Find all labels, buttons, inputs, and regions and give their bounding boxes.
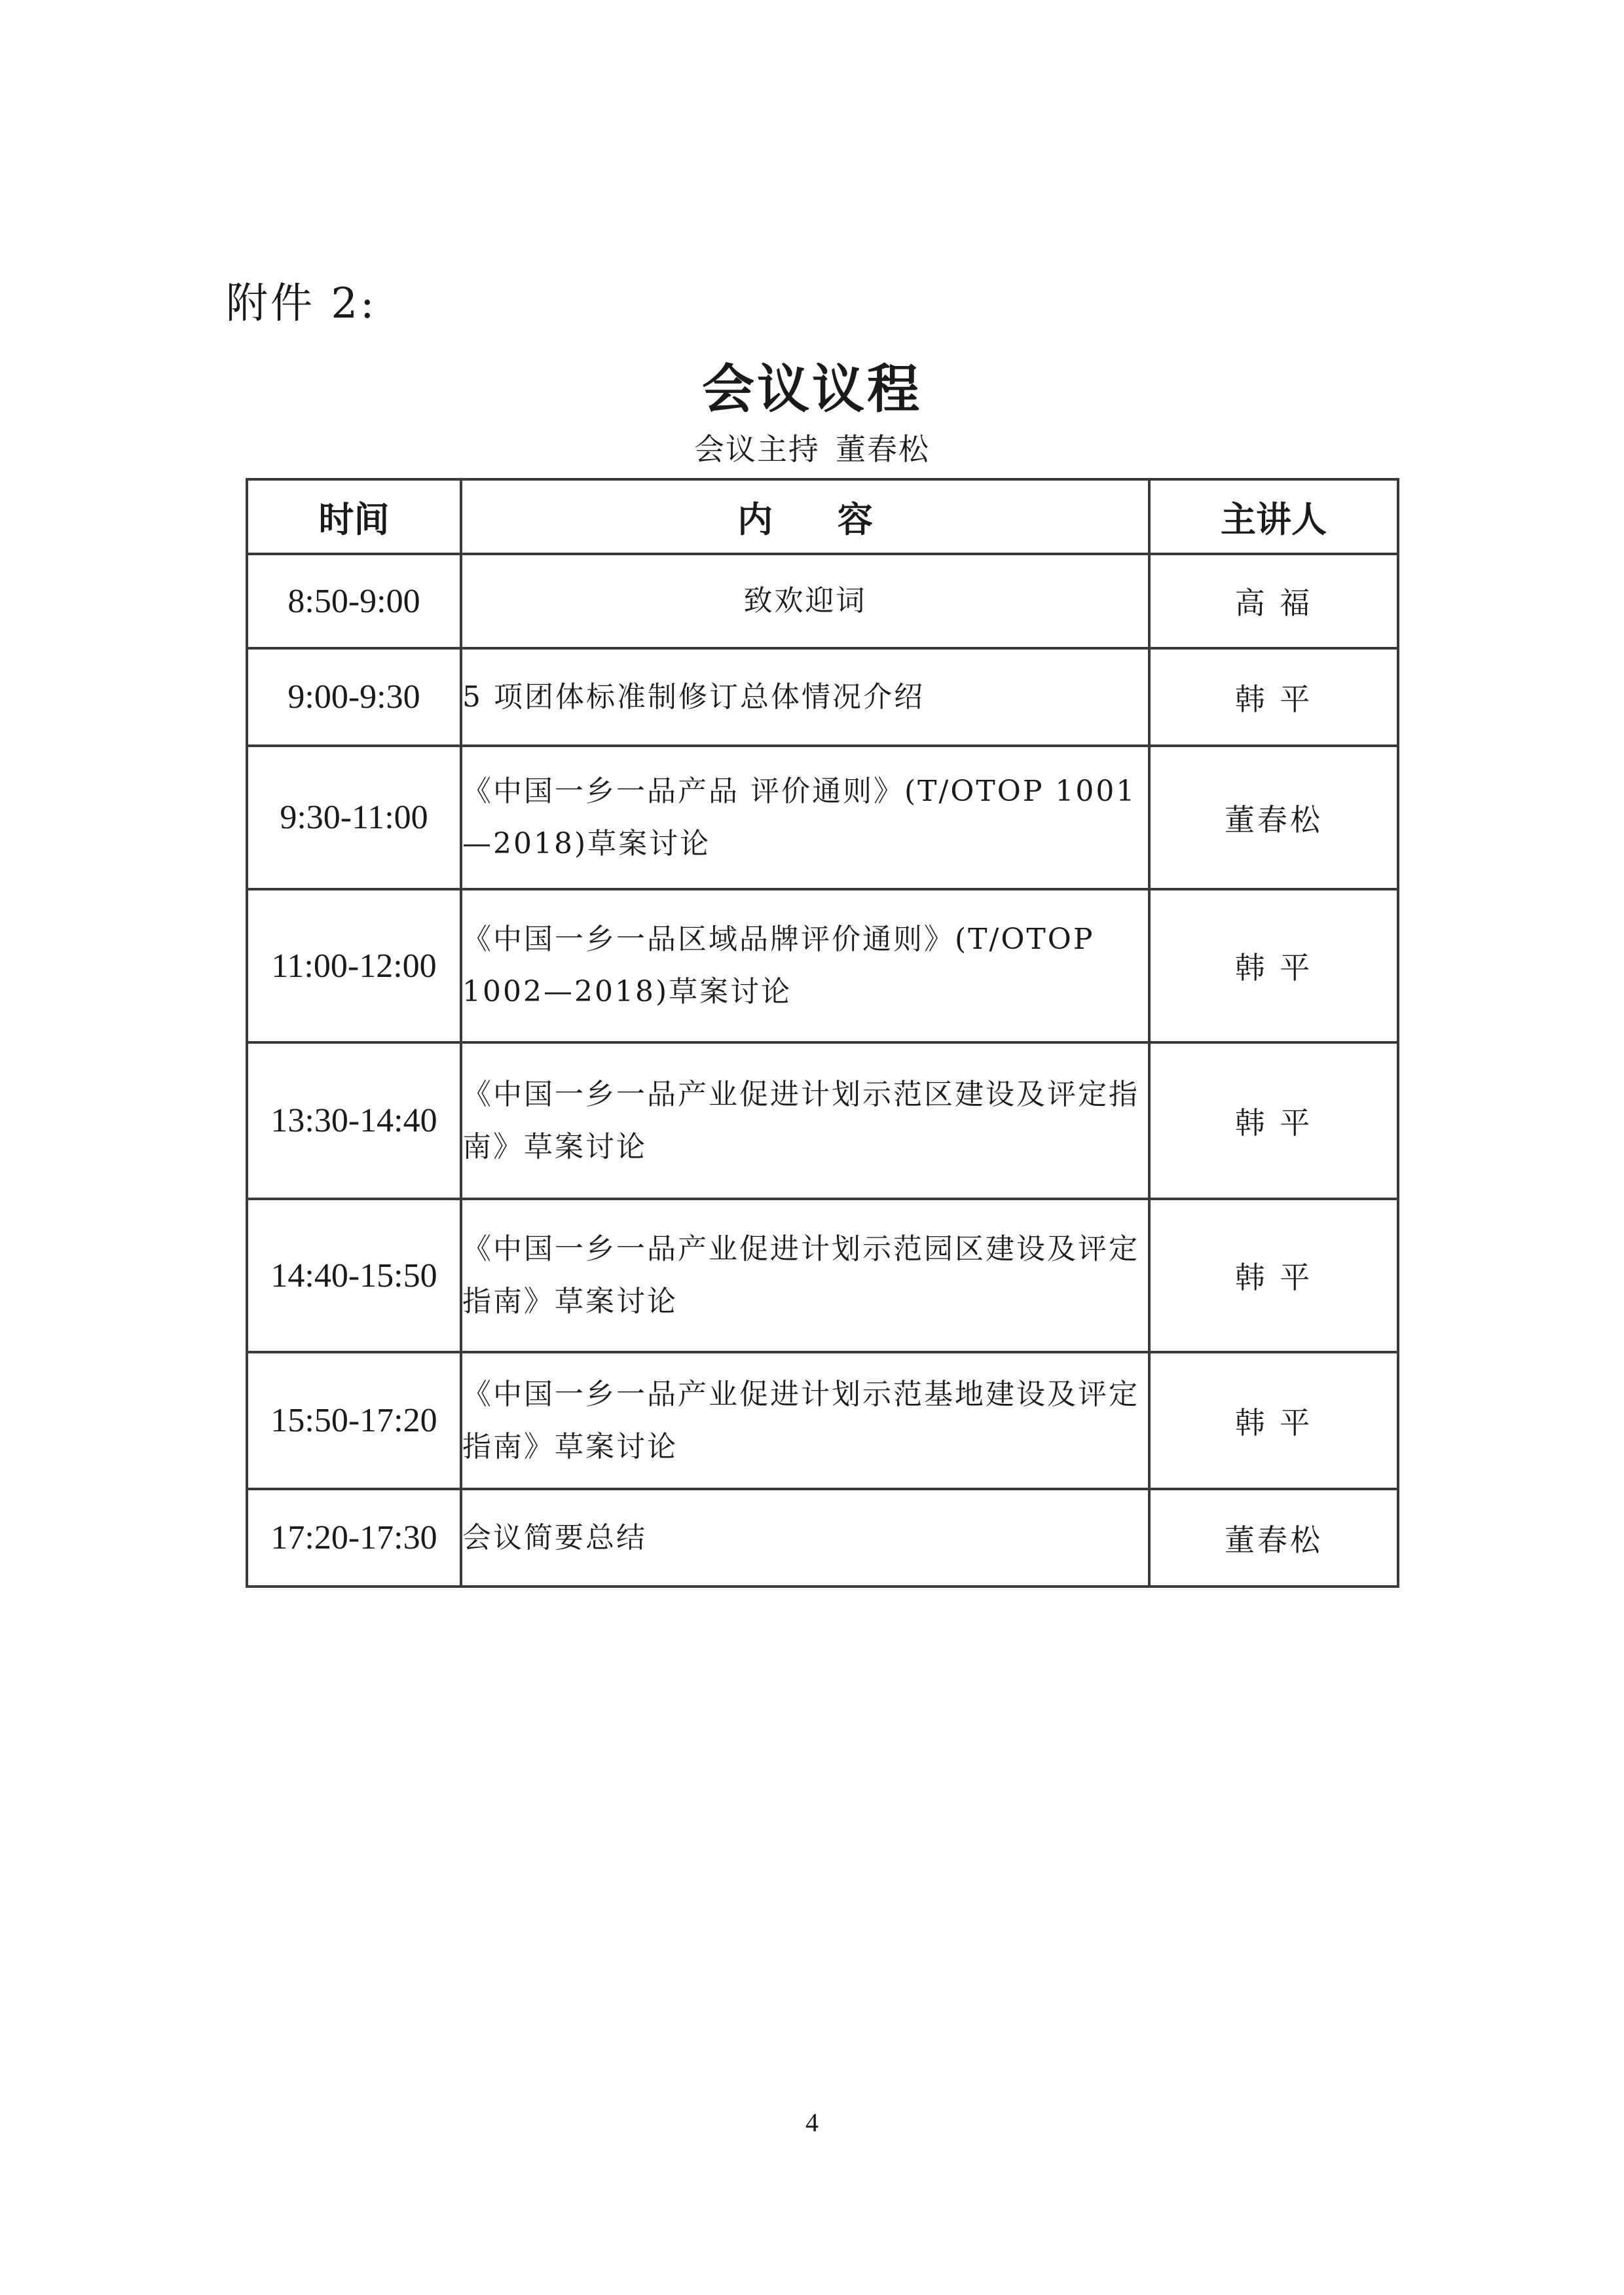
row-time: 9:00-9:30 [247, 648, 461, 746]
row-time: 11:00-12:00 [247, 889, 461, 1042]
table-row [247, 1199, 1398, 1352]
row-content: 5 项团体标准制修订总体情况介绍 [461, 648, 1149, 746]
row-time: 17:20-17:30 [247, 1489, 461, 1587]
row-speaker: 高 福 [1149, 554, 1398, 648]
table-row [247, 648, 1398, 746]
row-time: 13:30-14:40 [247, 1042, 461, 1199]
row-speaker: 韩 平 [1149, 1042, 1398, 1199]
row-time: 15:50-17:20 [247, 1352, 461, 1489]
row-speaker: 韩 平 [1149, 648, 1398, 746]
row-content: 会议简要总结 [461, 1489, 1149, 1587]
page-title: 会议议程 [702, 359, 922, 420]
row-content: 致欢迎词 [461, 554, 1149, 648]
attachment-label: 附件 2: [226, 280, 377, 328]
row-content: 《中国一乡一品产业促进计划示范园区建设及评定指南》草案讨论 [461, 1199, 1149, 1352]
table-row [247, 1489, 1398, 1587]
header-time: 时间 [247, 479, 461, 554]
row-time: 14:40-15:50 [247, 1199, 461, 1352]
row-time: 8:50-9:00 [247, 554, 461, 648]
header-speaker: 主讲人 [1149, 479, 1398, 554]
header-content: 内 容 [461, 479, 1149, 554]
table-header-row [247, 479, 1398, 554]
table-row [247, 554, 1398, 648]
row-time: 9:30-11:00 [247, 746, 461, 889]
host-line [0, 426, 1624, 469]
agenda-table [246, 478, 1399, 1588]
host-label: 会议主持 [694, 431, 820, 467]
row-speaker: 董春松 [1149, 746, 1398, 889]
table-row [247, 889, 1398, 1042]
row-content: 《中国一乡一品产业促进计划示范区建设及评定指南》草案讨论 [461, 1042, 1149, 1199]
page-number: 4 [805, 2108, 819, 2137]
row-speaker: 韩 平 [1149, 1199, 1398, 1352]
row-content: 《中国一乡一品产品 评价通则》(T/OTOP 1001—2018)草案讨论 [461, 746, 1149, 889]
row-content: 《中国一乡一品区域品牌评价通则》(T/OTOP 1002—2018)草案讨论 [461, 889, 1149, 1042]
row-speaker: 韩 平 [1149, 889, 1398, 1042]
row-speaker: 韩 平 [1149, 1352, 1398, 1489]
table-row [247, 746, 1398, 889]
row-speaker: 董春松 [1149, 1489, 1398, 1587]
row-content: 《中国一乡一品产业促进计划示范基地建设及评定指南》草案讨论 [461, 1352, 1149, 1489]
host-name: 董春松 [836, 431, 930, 467]
table-row [247, 1352, 1398, 1489]
table-row [247, 1042, 1398, 1199]
